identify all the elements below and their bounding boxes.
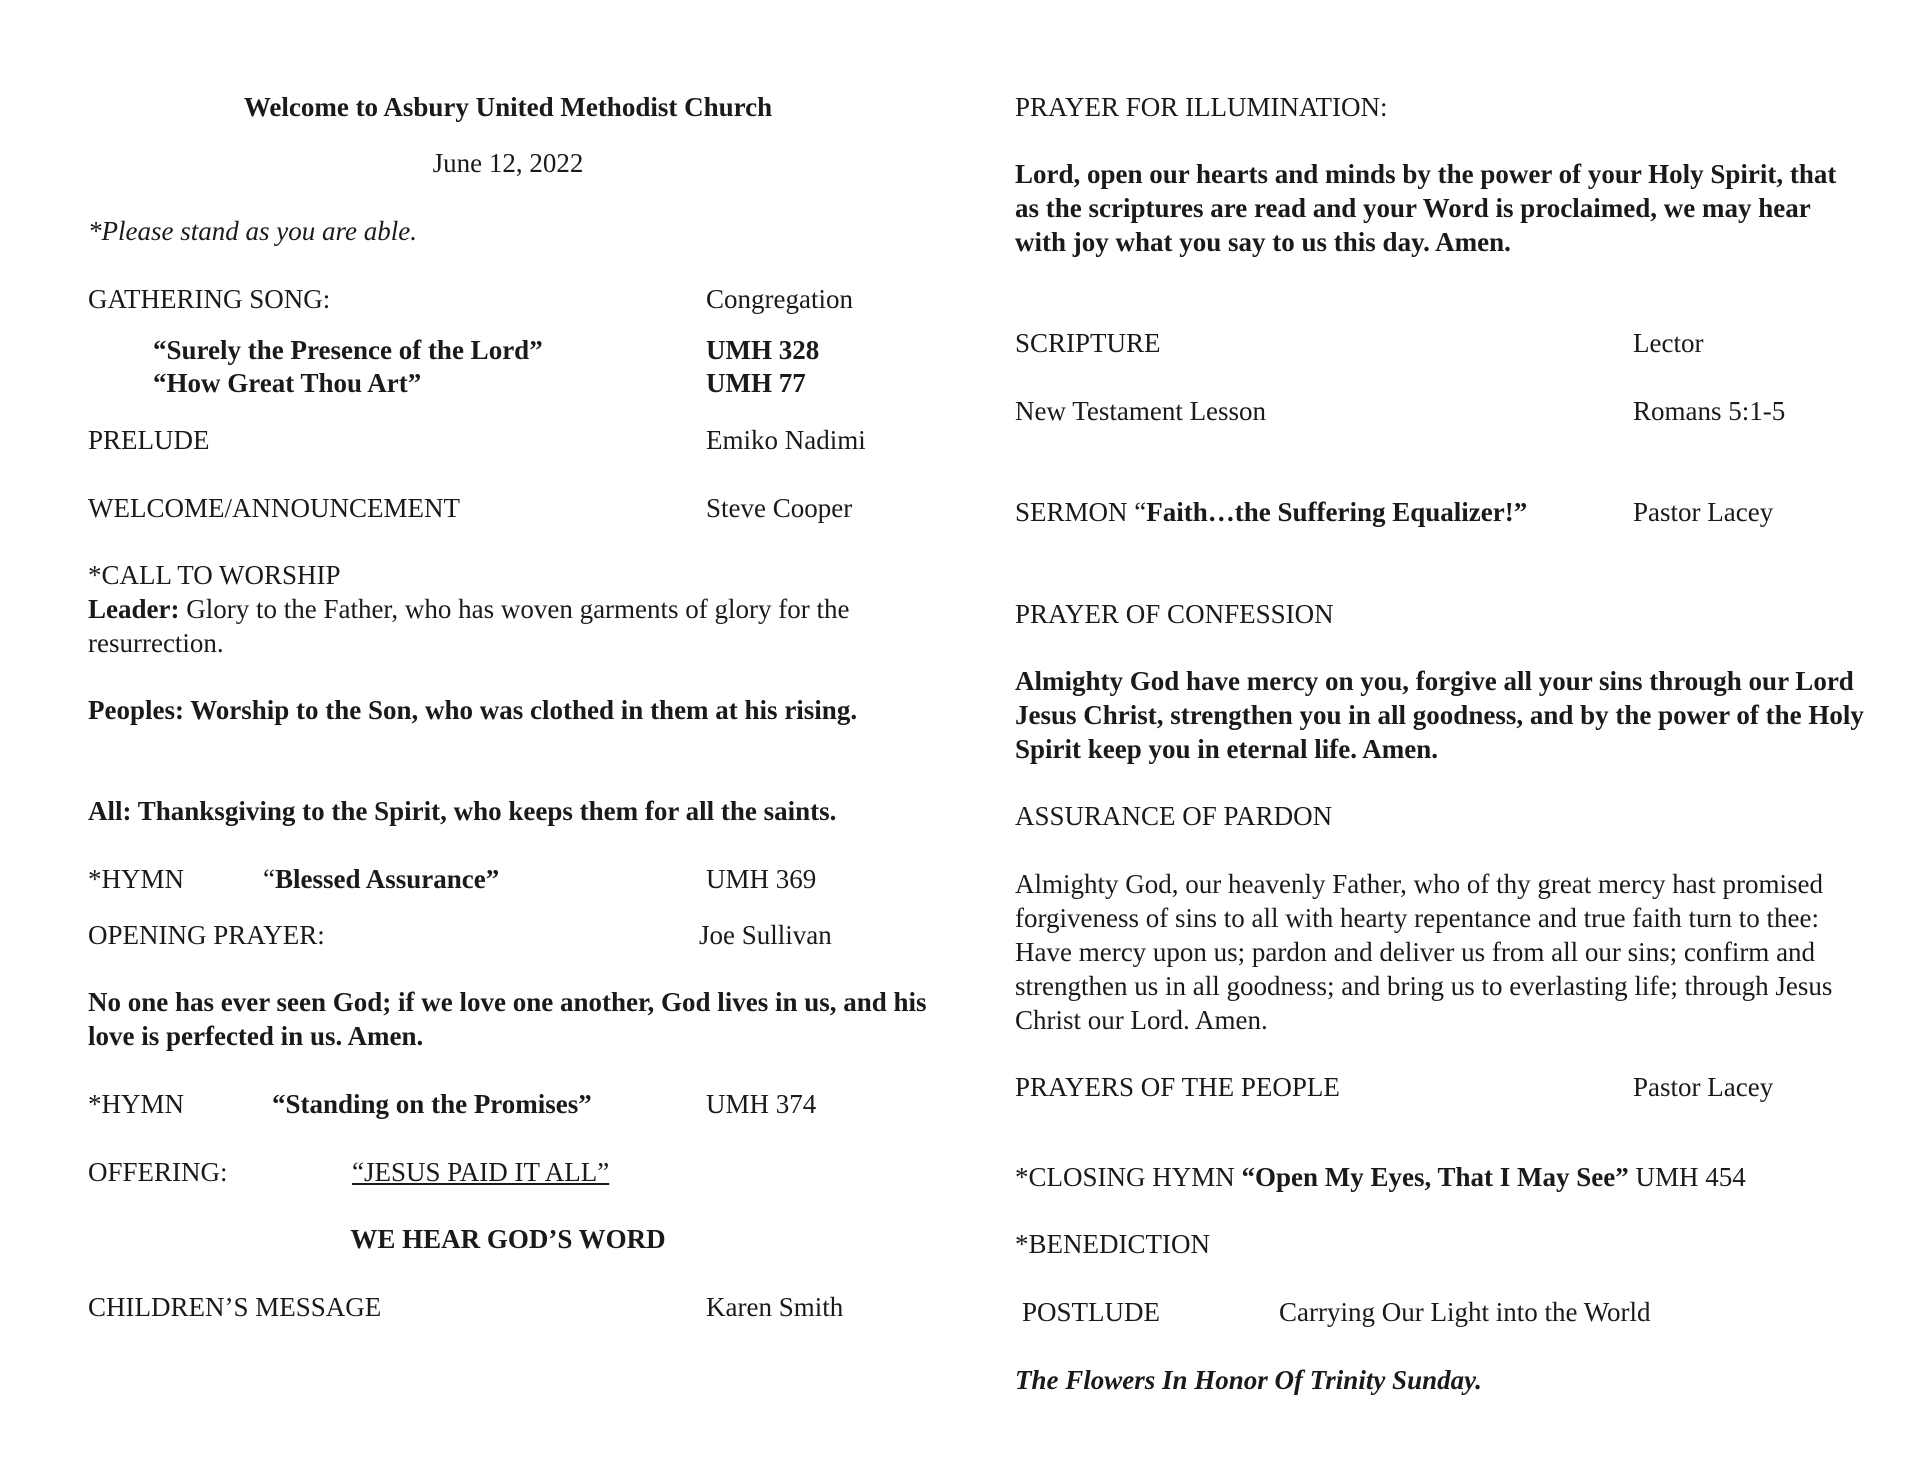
call-to-worship-label: *CALL TO WORSHIP — [88, 560, 341, 590]
call-to-worship-all: All: Thanksgiving to the Spirit, who keeps them for all the saints. — [88, 796, 837, 826]
leader-label: Leader: — [88, 594, 180, 624]
opening-prayer-text: No one has ever seen God; if we love one another, God lives in us, and his love is perfected in us. Amen. — [88, 987, 927, 1051]
call-to-worship-peoples: Peoples: Worship to the Son, who was clothed in them at his rising. — [88, 695, 858, 725]
confession-text: Almighty God have mercy on you, forgive all your sins through our Lord Jesus Christ, strengthen you in all goodness, and by the power of the Holy Spirit keep you in eternal life. Amen. — [1015, 666, 1864, 764]
scripture-label: SCRIPTURE — [1015, 328, 1161, 358]
hymn-2-title: “Standing on the Promises” — [272, 1089, 592, 1119]
offering-label: OFFERING: — [88, 1157, 228, 1187]
closing-hymn-line — [1015, 1160, 1746, 1194]
nt-lesson-label: New Testament Lesson — [1015, 396, 1267, 426]
benediction-label: *BENEDICTION — [1015, 1229, 1210, 1259]
welcome-label: WELCOME/ANNOUNCEMENT — [88, 493, 460, 523]
assurance-text: Almighty God, our heavenly Father, who of thy great mercy hast promised forgiveness of sins to all with hearty repentance and true faith turn to thee: Have mercy upon us; pardon and deliver us from all our sins; confirm and strengthen us in all goodness; and bring us to everlasting life; through Jesus Christ our Lord. Amen. — [1015, 869, 1833, 1035]
prayers-people-label: PRAYERS OF THE PEOPLE — [1015, 1072, 1340, 1102]
illumination-label: PRAYER FOR ILLUMINATION: — [1015, 92, 1388, 122]
confession-label: PRAYER OF CONFESSION — [1015, 599, 1334, 629]
gathering-song-leader: Congregation — [706, 284, 853, 314]
closing-hymn-title: “Open My Eyes, That I May See” — [1241, 1162, 1629, 1192]
hymn-1-title-text: Blessed Assurance” — [274, 864, 500, 894]
prelude-performer: Emiko Nadimi — [706, 425, 866, 455]
sermon-preacher: Pastor Lacey — [1633, 497, 1774, 527]
gathering-song-ref-1: UMH 328 — [706, 335, 820, 365]
opening-prayer-leader: Joe Sullivan — [699, 920, 832, 950]
postlude-label: POSTLUDE — [1022, 1297, 1161, 1327]
opening-prayer-label: OPENING PRAYER: — [88, 920, 325, 950]
hymn-1-label: *HYMN — [88, 864, 185, 894]
section-heading: WE HEAR GOD’S WORD — [350, 1224, 666, 1254]
bulletin-title: Welcome to Asbury United Methodist Church — [243, 92, 773, 122]
scripture-reader: Lector — [1633, 328, 1704, 358]
hymn-2-label: *HYMN — [88, 1089, 185, 1119]
sermon-label: SERMON “ — [1015, 497, 1147, 527]
leader-text: Glory to the Father, who has woven garments of glory for the resurrection. — [88, 594, 850, 658]
offering-title: “JESUS PAID IT ALL” — [352, 1157, 610, 1187]
sermon-title: Faith…the Suffering Equalizer!” — [1146, 497, 1528, 527]
stand-note: *Please stand as you are able. — [88, 216, 417, 246]
closing-hymn-label: *CLOSING HYMN — [1015, 1162, 1242, 1192]
hymn-1-open-quote: “ — [263, 864, 275, 894]
prelude-label: PRELUDE — [88, 425, 210, 455]
gathering-song-label: GATHERING SONG: — [88, 284, 331, 314]
gathering-song-title-2: “How Great Thou Art” — [153, 368, 422, 398]
gathering-song-ref-2: UMH 77 — [706, 368, 806, 398]
nt-lesson-ref: Romans 5:1-5 — [1633, 396, 1786, 426]
closing-hymn-ref: UMH 454 — [1628, 1162, 1746, 1192]
hymn-1-ref: UMH 369 — [706, 864, 817, 894]
illumination-text: Lord, open our hearts and minds by the power of your Holy Spirit, that as the scriptures are read and your Word is proclaimed, we may hear with joy what you say to us this day. Amen. — [1015, 159, 1837, 257]
hymn-1-title — [263, 862, 499, 896]
prayers-people-leader: Pastor Lacey — [1633, 1072, 1774, 1102]
welcome-speaker: Steve Cooper — [706, 493, 853, 523]
gathering-song-title-1: “Surely the Presence of the Lord” — [153, 335, 543, 365]
call-to-worship-leader — [88, 592, 918, 660]
hymn-2-ref: UMH 374 — [706, 1089, 817, 1119]
service-date: June 12, 2022 — [432, 148, 584, 178]
assurance-label: ASSURANCE OF PARDON — [1015, 801, 1333, 831]
sermon-line — [1015, 495, 1527, 529]
flowers-note: The Flowers In Honor Of Trinity Sunday. — [1015, 1365, 1482, 1395]
childrens-message-label: CHILDREN’S MESSAGE — [88, 1292, 382, 1322]
childrens-message-speaker: Karen Smith — [706, 1292, 844, 1322]
postlude-title: Carrying Our Light into the World — [1279, 1297, 1651, 1327]
